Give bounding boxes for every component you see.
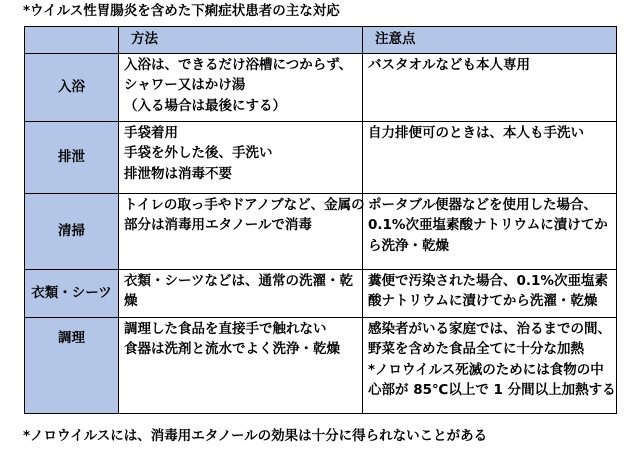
notes-cell bbox=[363, 193, 617, 269]
notes-line: 糞便で汚染された場合、0.1%次亜塩素 bbox=[368, 272, 608, 289]
notes-line: ら洗浄・乾燥 bbox=[368, 237, 449, 254]
method-line: （入る場合は最後にする） bbox=[124, 97, 286, 114]
notes-line: ポータブル便器などを使用した場合、 bbox=[368, 196, 597, 213]
method-line: 排泄物は消毒不要 bbox=[124, 165, 232, 182]
header-corner-cell bbox=[25, 27, 119, 54]
notes-cell bbox=[363, 53, 617, 121]
method-cell bbox=[119, 269, 363, 317]
header-notes: 注意点 bbox=[363, 27, 617, 54]
method-line: 調理した食品を直接手で触れない bbox=[124, 320, 327, 337]
document-title: *ウイルス性胃腸炎を含めた下痢症状患者の主な対応 bbox=[23, 3, 340, 19]
method-line: 入浴は、できるだけ浴槽につからず、 bbox=[124, 56, 353, 73]
category-cell: 清掃 bbox=[25, 193, 119, 269]
method-line: 部分は消毒用エタノールで消毒 bbox=[124, 217, 312, 233]
category-cell: 排泄 bbox=[25, 121, 119, 193]
category-cell: 衣類・シーツ bbox=[25, 269, 119, 317]
method-line: 手袋を外した後、手洗い bbox=[124, 145, 273, 161]
notes-line: 自力排便可のときは、本人も手洗い bbox=[368, 124, 584, 141]
method-cell bbox=[119, 121, 363, 193]
care-table bbox=[24, 26, 617, 414]
method-line: 手袋着用 bbox=[124, 124, 178, 141]
notes-line: 心部が 85℃以上で 1 分間以上加熱する bbox=[368, 382, 616, 398]
category-cell: 入浴 bbox=[25, 53, 119, 121]
method-line: 衣類・シーツなどは、通常の洗濯・乾 bbox=[124, 272, 353, 289]
table-row-laundry bbox=[25, 269, 617, 317]
notes-cell bbox=[363, 317, 617, 413]
method-cell bbox=[119, 53, 363, 121]
method-cell bbox=[119, 193, 363, 269]
table-row-cooking bbox=[25, 317, 617, 413]
method-line: トイレの取っ手やドアノブなど、金属の bbox=[124, 196, 365, 213]
notes-line: 酸ナトリウムに漬けてから洗濯・乾燥 bbox=[368, 293, 598, 309]
category-cell: 調理 bbox=[25, 317, 119, 413]
method-line: 食器は洗剤と流水でよく洗浄・乾燥 bbox=[124, 341, 340, 357]
table-header-row bbox=[25, 27, 617, 54]
notes-line: *ノロウイルス死滅のためには食物の中 bbox=[368, 361, 604, 378]
notes-cell bbox=[363, 121, 617, 193]
footnote: *ノロウイルスには、消毒用エタノールの効果は十分に得られないことがある bbox=[23, 428, 488, 444]
table-row-cleaning bbox=[25, 193, 617, 269]
table-row-excretion bbox=[25, 121, 617, 193]
table-row-bathing bbox=[25, 53, 617, 121]
method-line: シャワー又はかけ湯 bbox=[124, 77, 246, 93]
header-method: 方法 bbox=[119, 27, 363, 54]
notes-line: バスタオルなども本人専用 bbox=[368, 56, 530, 73]
notes-cell bbox=[363, 269, 617, 317]
notes-line: 感染者がいる家庭では、治るまでの間、 bbox=[368, 320, 611, 337]
method-line: 燥 bbox=[124, 293, 138, 309]
method-cell bbox=[119, 317, 363, 413]
notes-line: 野菜を含めた食品全てに十分な加熱 bbox=[368, 341, 584, 357]
notes-line: 0.1%次亜塩素酸ナトリウムに漬けてか bbox=[368, 217, 608, 233]
